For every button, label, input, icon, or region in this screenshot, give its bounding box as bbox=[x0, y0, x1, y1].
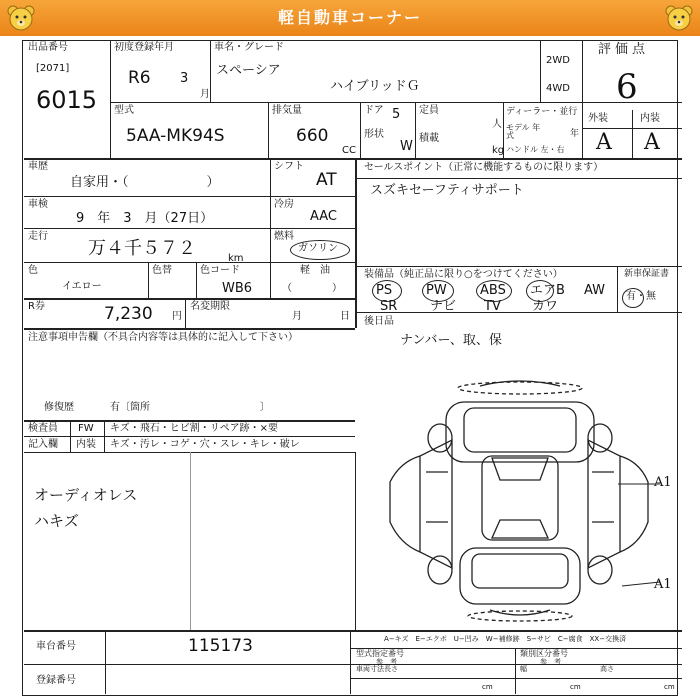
note-line-1: オーディオレス bbox=[34, 486, 138, 504]
equipment-item: ナビ bbox=[430, 299, 457, 314]
shift: AT bbox=[316, 170, 337, 190]
model: 5AA-MK94S bbox=[126, 126, 225, 146]
equipment-circle bbox=[476, 280, 512, 302]
cm-unit: cm bbox=[482, 683, 493, 691]
name-change-label: 名変期限 bbox=[190, 301, 230, 312]
exterior-grade: A bbox=[596, 130, 612, 155]
interior-label: 内装 bbox=[640, 113, 660, 124]
inspector-label: 検査員 bbox=[28, 423, 58, 434]
class-number-label: 類別区分番号 bbox=[520, 649, 568, 658]
type-cert-label: 型式指定番号 bbox=[356, 649, 404, 658]
fw-label: FW bbox=[78, 423, 94, 434]
month-unit-2: 月 bbox=[292, 311, 302, 322]
fw-items: キズ・飛石・ヒビ割・リペア跡・×要 bbox=[110, 423, 278, 434]
fuel-gasoline: ガソリン bbox=[298, 243, 338, 254]
page-title: 軽自動車コーナー bbox=[277, 8, 422, 27]
body: W bbox=[400, 139, 413, 154]
equipment-item: AW bbox=[584, 283, 606, 298]
sales-point-label: セールスポイント（正常に機能するものに限ります） bbox=[364, 162, 604, 173]
mileage: 万４千５７２ bbox=[88, 238, 196, 259]
cc-unit: CC bbox=[342, 145, 356, 156]
car-name-label: 車名・グレード bbox=[214, 42, 284, 53]
accessories: ナンバー、取、保 bbox=[400, 333, 502, 348]
fuel-blank: （ ） bbox=[282, 283, 342, 294]
new-warranty-label: 新車保証書 bbox=[624, 269, 670, 279]
mileage-label: 走行 bbox=[28, 231, 48, 242]
drive-4wd: 4WD bbox=[546, 83, 570, 94]
body-label: 形状 bbox=[364, 129, 384, 140]
teddy-bear-icon bbox=[664, 4, 694, 32]
reg-number-label: 登録番号 bbox=[36, 675, 76, 686]
day-unit: 日 bbox=[340, 311, 350, 322]
color-code: WB6 bbox=[222, 281, 253, 296]
history: 自家用・（ ） bbox=[70, 175, 220, 190]
car-name: スペーシア bbox=[216, 63, 281, 78]
equipment-label: 装備品（純正品に限り○をつけてください） bbox=[364, 269, 563, 280]
lot-code: [2071] bbox=[36, 63, 70, 74]
load-label: 積載 bbox=[419, 133, 439, 144]
doors-label: ドア bbox=[364, 105, 384, 116]
color-label: 色 bbox=[28, 265, 38, 276]
doors: 5 bbox=[392, 107, 401, 122]
first-reg-month: 3 bbox=[180, 71, 189, 86]
km-unit: km bbox=[228, 253, 244, 264]
kg-unit: kg bbox=[492, 145, 505, 156]
capacity-label: 定員 bbox=[419, 105, 439, 116]
lot-number-label: 出品番号 bbox=[28, 42, 68, 53]
year-unit: 年 bbox=[570, 129, 580, 139]
dealer-label: ディーラー・並行 bbox=[506, 107, 578, 117]
color-code-label: 色コード bbox=[200, 265, 240, 276]
accessories-label: 後日品 bbox=[364, 316, 394, 327]
rating: 6 bbox=[616, 67, 638, 107]
reference-label: 参 考 bbox=[540, 658, 561, 666]
drive-2wd: 2WD bbox=[546, 55, 570, 66]
first-reg-era: R6 bbox=[128, 68, 151, 88]
exterior-label: 外装 bbox=[588, 113, 608, 124]
color: イエロー bbox=[62, 281, 102, 292]
fuel-diesel: 軽 油 bbox=[300, 265, 330, 276]
damage-mark: A1 bbox=[654, 577, 672, 592]
new-warranty: 有・無 bbox=[626, 291, 656, 302]
equipment-circle bbox=[372, 280, 402, 302]
model-year-label: モデル 年式 bbox=[506, 123, 541, 140]
handle-label: ハンドル 左・右 bbox=[506, 145, 565, 154]
capacity-unit: 人 bbox=[492, 119, 502, 130]
grade: ハイブリッドＧ bbox=[330, 79, 420, 94]
dims-label: 車両寸法長さ bbox=[356, 665, 398, 673]
first-reg-label: 初度登録年月 bbox=[114, 42, 174, 53]
teddy-bear-icon bbox=[6, 4, 36, 32]
ac: AAC bbox=[310, 209, 337, 224]
lot-number: 6015 bbox=[36, 86, 98, 114]
equipment-item: カワ bbox=[532, 299, 559, 314]
displacement-label: 排気量 bbox=[272, 105, 302, 116]
equipment-item: ABS bbox=[480, 283, 506, 298]
inspection-label: 車検 bbox=[28, 199, 48, 210]
recycle-label: R券 bbox=[28, 301, 45, 312]
month-unit: 月 bbox=[200, 89, 210, 100]
cm-unit: cm bbox=[570, 683, 581, 691]
yen-unit: 円 bbox=[172, 311, 182, 322]
damage-mark: A1 bbox=[654, 475, 672, 490]
displacement: 660 bbox=[296, 126, 329, 146]
equipment-item: PW bbox=[426, 283, 447, 298]
equipment-circle bbox=[422, 280, 454, 302]
fuel-label: 燃料 bbox=[274, 231, 294, 242]
inspection: 9 年 3 月（27日） bbox=[76, 211, 214, 226]
equipment-item: エアB bbox=[530, 283, 565, 298]
interior-items: キズ・汚レ・コゲ・穴・スレ・キレ・破レ bbox=[110, 439, 300, 450]
equipment-circle bbox=[526, 280, 554, 302]
equipment-item: SR bbox=[380, 299, 398, 314]
recycle-amount: 7,230 bbox=[104, 304, 153, 324]
writer-label: 記入欄 bbox=[28, 439, 58, 450]
damage-legend: A−キズ E−エクボ U−凹み W−補修跡 S−サビ C−腐食 XX−交換済 bbox=[384, 635, 627, 643]
interior-grade: A bbox=[644, 130, 660, 155]
width-label: 幅 bbox=[520, 665, 527, 673]
reference-label: 参 考 bbox=[376, 658, 397, 666]
ac-label: 冷房 bbox=[274, 199, 294, 210]
equipment-item: TV bbox=[484, 299, 501, 314]
note-line-2: ハキズ bbox=[34, 512, 79, 530]
repair-label: 修復歴 bbox=[44, 402, 74, 413]
cm-unit: cm bbox=[664, 683, 675, 691]
equipment-item: PS bbox=[376, 283, 393, 298]
model-label: 型式 bbox=[114, 105, 134, 116]
color-change-label: 色替 bbox=[152, 265, 172, 276]
repair-value: 有〔箇所 〕 bbox=[110, 402, 270, 413]
warranty-circle bbox=[622, 288, 644, 308]
shift-label: シフト bbox=[274, 161, 304, 172]
chassis-label: 車台番号 bbox=[36, 641, 76, 652]
car-damage-diagram bbox=[360, 372, 678, 628]
rating-label: 評価点 bbox=[598, 42, 650, 57]
notes-label: 注意事項申告欄（不具合内容等は具体的に記入して下さい） bbox=[28, 332, 298, 343]
sales-point: スズキセーフティサポート bbox=[370, 183, 524, 198]
history-label: 車歴 bbox=[28, 161, 48, 172]
height-label: 高さ bbox=[600, 665, 614, 673]
interior-col-label: 内装 bbox=[76, 439, 96, 450]
chassis-number: 115173 bbox=[188, 636, 253, 656]
